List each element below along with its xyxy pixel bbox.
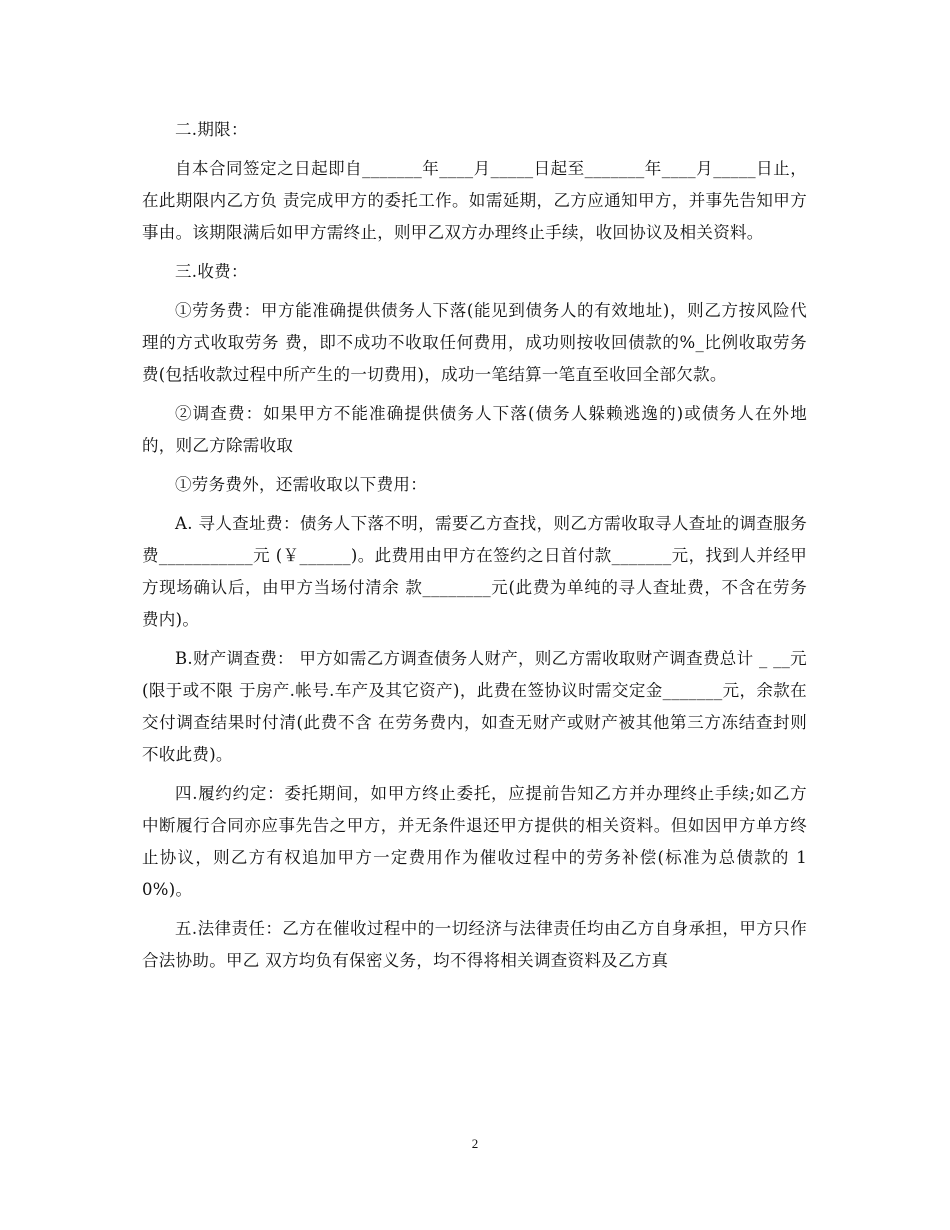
property-investigation-fee-paragraph: B.财产调查费： 甲方如需乙方调查债务人财产，则乙方需收取财产调查费总计 _ __元(限于或不限 于房产.帐号.车产及其它资产)，此费在签协议时需交定金_______元，余款在交付调查结果时付清(此费不含 在劳务费内，如查无财产或财产被其他第三方冻结查封则不收此费)。: [142, 649, 807, 764]
locate-person-fee-paragraph: A. 寻人查址费：债务人下落不明，需要乙方查找，则乙方需收取寻人查址的调查服务费___________元 (￥______)。此费用由甲方在签约之日首付款_______元，找到人并经甲方现场确认后，由甲方当场付清余 款________元(此费为单纯的寻人查址费，不含在劳务费内)。: [142, 514, 807, 629]
page-number: 2: [471, 1136, 479, 1151]
labor-fee-paragraph: ①劳务费：甲方能准确提供债务人下落(能见到债务人的有效地址)，则乙方按风险代理的方式收取劳务 费，即不成功不收取任何费用，成功则按收回债款的%_比例收取劳务费(包括收款过程中所产生的一切费用)，成功一笔结算一笔直至收回全部欠款。: [142, 301, 807, 384]
section-fee-heading: 三.收费：: [175, 262, 248, 281]
document-body: [142, 114, 807, 984]
term-paragraph: 自本合同签定之日起即自_______年____月_____日起至_______年____月_____日止，在此期限内乙方负 责完成甲方的委托工作。如需延期，乙方应通知甲方，并事先告知甲方事由。该期限满后如甲方需终止，则甲乙双方办理终止手续，收回协议及相关资料。: [142, 159, 807, 242]
legal-liability-paragraph: 五.法律责任：乙方在催收过程中的一切经济与法律责任均由乙方自身承担，甲方只作合法协助。甲乙 双方均负有保密义务，均不得将相关调查资料及乙方真: [142, 919, 807, 970]
investigation-fee-paragraph: ②调查费：如果甲方不能准确提供债务人下落(债务人躲赖逃逸的)或债务人在外地的，则乙方除需收取: [142, 404, 807, 455]
section-term-heading: 二.期限：: [175, 120, 248, 139]
performance-agreement-paragraph: 四.履约约定：委托期间，如甲方终止委托，应提前告知乙方并办理终止手续;如乙方中断履行合同亦应事先告之甲方，并无条件退还甲方提供的相关资料。但如因甲方单方终止协议，则乙方有权追加甲方一定费用作为催收过程中的劳务补偿(标准为总债款的 10%)。: [142, 784, 807, 899]
labor-fee-extra-paragraph: ①劳务费外，还需收取以下费用：: [175, 475, 427, 494]
